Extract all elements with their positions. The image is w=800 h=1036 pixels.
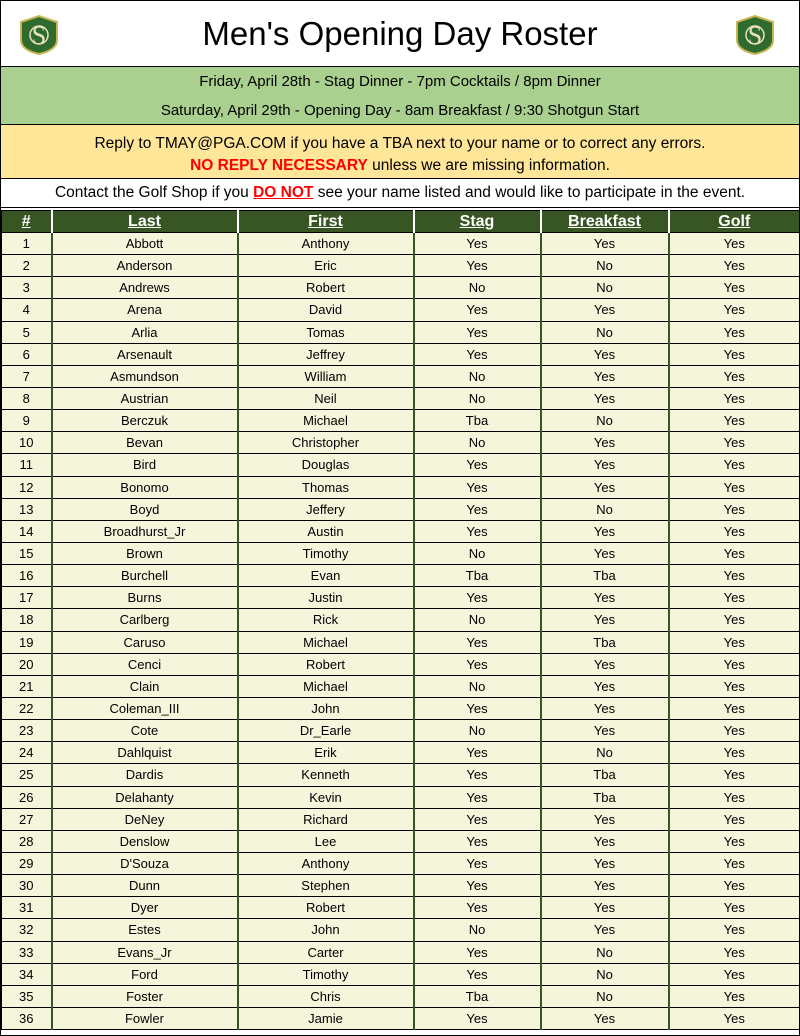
cell-breakfast: No	[541, 255, 669, 277]
cell-stag: No	[414, 609, 541, 631]
title-bar	[1, 1, 799, 67]
cell-last-name: Burns	[52, 587, 238, 609]
cell-last-name: Arlia	[52, 321, 238, 343]
cell-breakfast: Yes	[541, 233, 669, 255]
cell-first-name: Stephen	[238, 875, 414, 897]
table-row	[2, 764, 800, 786]
cell-stag: Yes	[414, 255, 541, 277]
cell-stag: Yes	[414, 786, 541, 808]
table-row	[2, 520, 800, 542]
cell-golf: Yes	[669, 387, 800, 409]
table-row	[2, 963, 800, 985]
col-header-last: Last	[52, 211, 238, 233]
cell-golf: Yes	[669, 830, 800, 852]
cell-number: 18	[2, 609, 52, 631]
cell-number: 30	[2, 875, 52, 897]
table-row	[2, 432, 800, 454]
cell-golf: Yes	[669, 277, 800, 299]
cell-stag: No	[414, 542, 541, 564]
cell-golf: Yes	[669, 919, 800, 941]
cell-stag: Yes	[414, 830, 541, 852]
table-row	[2, 299, 800, 321]
cell-breakfast: Yes	[541, 830, 669, 852]
cell-golf: Yes	[669, 343, 800, 365]
cell-breakfast: Yes	[541, 675, 669, 697]
cell-stag: No	[414, 432, 541, 454]
cell-last-name: Dunn	[52, 875, 238, 897]
cell-stag: No	[414, 277, 541, 299]
cell-stag: No	[414, 387, 541, 409]
roster-table	[1, 210, 800, 1030]
cell-breakfast: Yes	[541, 542, 669, 564]
cell-breakfast: No	[541, 277, 669, 299]
cell-last-name: Burchell	[52, 565, 238, 587]
cell-first-name: Erik	[238, 742, 414, 764]
contact-after: see your name listed and would like to participate in the event.	[313, 184, 746, 201]
cell-breakfast: No	[541, 963, 669, 985]
cell-breakfast: Yes	[541, 520, 669, 542]
cell-number: 36	[2, 1007, 52, 1029]
cell-number: 27	[2, 808, 52, 830]
no-reply-rest: unless we are missing information.	[367, 157, 610, 174]
cell-first-name: Michael	[238, 675, 414, 697]
cell-stag: No	[414, 919, 541, 941]
cell-first-name: David	[238, 299, 414, 321]
cell-last-name: Bonomo	[52, 476, 238, 498]
cell-breakfast: Tba	[541, 565, 669, 587]
table-row	[2, 941, 800, 963]
table-row	[2, 343, 800, 365]
cell-last-name: Anderson	[52, 255, 238, 277]
cell-stag: Yes	[414, 941, 541, 963]
cell-breakfast: Yes	[541, 919, 669, 941]
cell-number: 32	[2, 919, 52, 941]
cell-last-name: Cenci	[52, 653, 238, 675]
cell-stag: Yes	[414, 963, 541, 985]
cell-golf: Yes	[669, 1007, 800, 1029]
cell-last-name: Dahlquist	[52, 742, 238, 764]
cell-last-name: Andrews	[52, 277, 238, 299]
cell-last-name: Brown	[52, 542, 238, 564]
saturday-event-line: Saturday, April 29th - Opening Day - 8am Breakfast / 9:30 Shotgun Start	[160, 102, 640, 119]
cell-golf: Yes	[669, 587, 800, 609]
cell-golf: Yes	[669, 786, 800, 808]
cell-stag: Yes	[414, 875, 541, 897]
no-reply-emphasis: NO REPLY NECESSARY	[190, 157, 368, 174]
col-header-number: #	[2, 211, 52, 233]
contact-before: Contact the Golf Shop if you	[54, 184, 254, 201]
cell-number: 35	[2, 985, 52, 1007]
table-row	[2, 233, 800, 255]
cell-first-name: Michael	[238, 631, 414, 653]
cell-stag: Yes	[414, 742, 541, 764]
cell-first-name: Anthony	[238, 233, 414, 255]
cell-first-name: Dr_Earle	[238, 720, 414, 742]
cell-golf: Yes	[669, 720, 800, 742]
cell-breakfast: Yes	[541, 454, 669, 476]
table-row	[2, 631, 800, 653]
cell-last-name: Dyer	[52, 897, 238, 919]
cell-number: 13	[2, 498, 52, 520]
cell-last-name: Fowler	[52, 1007, 238, 1029]
reply-notice	[1, 125, 799, 179]
cell-first-name: Robert	[238, 897, 414, 919]
cell-number: 11	[2, 454, 52, 476]
cell-first-name: Rick	[238, 609, 414, 631]
cell-first-name: Robert	[238, 277, 414, 299]
cell-number: 5	[2, 321, 52, 343]
col-header-breakfast: Breakfast	[541, 211, 669, 233]
cell-golf: Yes	[669, 365, 800, 387]
table-row	[2, 919, 800, 941]
cell-golf: Yes	[669, 852, 800, 874]
cell-stag: Yes	[414, 808, 541, 830]
cell-breakfast: No	[541, 941, 669, 963]
do-not-emphasis: DO NOT	[253, 184, 314, 201]
cell-golf: Yes	[669, 542, 800, 564]
table-row	[2, 653, 800, 675]
reply-instructions: Reply to TMAY@PGA.COM if you have a TBA next to your name or to correct any errors.	[94, 135, 706, 152]
table-row	[2, 476, 800, 498]
cell-number: 22	[2, 697, 52, 719]
cell-breakfast: Yes	[541, 720, 669, 742]
table-row	[2, 387, 800, 409]
cell-stag: Yes	[414, 321, 541, 343]
no-reply-line	[1, 155, 799, 177]
cell-number: 19	[2, 631, 52, 653]
cell-number: 28	[2, 830, 52, 852]
cell-first-name: William	[238, 365, 414, 387]
cell-golf: Yes	[669, 985, 800, 1007]
cell-golf: Yes	[669, 941, 800, 963]
cell-breakfast: Yes	[541, 476, 669, 498]
cell-first-name: Evan	[238, 565, 414, 587]
cell-golf: Yes	[669, 653, 800, 675]
cell-first-name: Chris	[238, 985, 414, 1007]
cell-first-name: Eric	[238, 255, 414, 277]
cell-number: 4	[2, 299, 52, 321]
event-schedule	[1, 67, 799, 125]
cell-breakfast: No	[541, 410, 669, 432]
cell-first-name: Thomas	[238, 476, 414, 498]
cell-number: 6	[2, 343, 52, 365]
cell-number: 33	[2, 941, 52, 963]
cell-first-name: Justin	[238, 587, 414, 609]
cell-number: 29	[2, 852, 52, 874]
table-row	[2, 321, 800, 343]
cell-last-name: Boyd	[52, 498, 238, 520]
cell-last-name: Delahanty	[52, 786, 238, 808]
cell-golf: Yes	[669, 476, 800, 498]
cell-number: 12	[2, 476, 52, 498]
club-monogram-logo-icon	[17, 14, 61, 56]
cell-number: 17	[2, 587, 52, 609]
cell-stag: Yes	[414, 653, 541, 675]
cell-first-name: Robert	[238, 653, 414, 675]
cell-number: 3	[2, 277, 52, 299]
cell-stag: Yes	[414, 233, 541, 255]
cell-first-name: Anthony	[238, 852, 414, 874]
table-row	[2, 875, 800, 897]
cell-last-name: Clain	[52, 675, 238, 697]
cell-stag: Tba	[414, 565, 541, 587]
cell-breakfast: Yes	[541, 609, 669, 631]
cell-breakfast: Yes	[541, 432, 669, 454]
cell-breakfast: Yes	[541, 1007, 669, 1029]
cell-last-name: Caruso	[52, 631, 238, 653]
cell-first-name: Christopher	[238, 432, 414, 454]
cell-stag: Yes	[414, 897, 541, 919]
cell-number: 7	[2, 365, 52, 387]
cell-stag: Yes	[414, 852, 541, 874]
cell-stag: Yes	[414, 520, 541, 542]
cell-breakfast: Tba	[541, 786, 669, 808]
cell-last-name: Bevan	[52, 432, 238, 454]
cell-golf: Yes	[669, 520, 800, 542]
table-row	[2, 742, 800, 764]
cell-stag: No	[414, 675, 541, 697]
table-row	[2, 786, 800, 808]
table-row	[2, 410, 800, 432]
cell-first-name: Timothy	[238, 542, 414, 564]
cell-last-name: Arsenault	[52, 343, 238, 365]
cell-number: 24	[2, 742, 52, 764]
cell-last-name: Coleman_III	[52, 697, 238, 719]
cell-stag: Yes	[414, 631, 541, 653]
cell-number: 26	[2, 786, 52, 808]
cell-breakfast: Tba	[541, 631, 669, 653]
table-row	[2, 720, 800, 742]
cell-breakfast: No	[541, 498, 669, 520]
cell-last-name: Abbott	[52, 233, 238, 255]
cell-last-name: Arena	[52, 299, 238, 321]
cell-golf: Yes	[669, 697, 800, 719]
cell-first-name: Tomas	[238, 321, 414, 343]
cell-stag: Yes	[414, 1007, 541, 1029]
cell-golf: Yes	[669, 233, 800, 255]
cell-stag: Yes	[414, 498, 541, 520]
table-header-row	[2, 211, 800, 233]
cell-last-name: Bird	[52, 454, 238, 476]
cell-stag: Yes	[414, 587, 541, 609]
cell-golf: Yes	[669, 875, 800, 897]
cell-number: 25	[2, 764, 52, 786]
cell-first-name: Richard	[238, 808, 414, 830]
table-row	[2, 985, 800, 1007]
cell-stag: No	[414, 720, 541, 742]
table-row	[2, 454, 800, 476]
cell-last-name: Estes	[52, 919, 238, 941]
cell-number: 1	[2, 233, 52, 255]
cell-breakfast: No	[541, 742, 669, 764]
cell-golf: Yes	[669, 410, 800, 432]
cell-breakfast: Yes	[541, 875, 669, 897]
cell-first-name: Kevin	[238, 786, 414, 808]
cell-first-name: Timothy	[238, 963, 414, 985]
cell-number: 31	[2, 897, 52, 919]
cell-last-name: D'Souza	[52, 852, 238, 874]
cell-breakfast: No	[541, 985, 669, 1007]
cell-golf: Yes	[669, 897, 800, 919]
cell-breakfast: Yes	[541, 587, 669, 609]
cell-number: 10	[2, 432, 52, 454]
cell-breakfast: Yes	[541, 852, 669, 874]
cell-golf: Yes	[669, 742, 800, 764]
cell-last-name: Dardis	[52, 764, 238, 786]
cell-last-name: Austrian	[52, 387, 238, 409]
cell-stag: Yes	[414, 476, 541, 498]
cell-golf: Yes	[669, 299, 800, 321]
cell-stag: Yes	[414, 299, 541, 321]
table-row	[2, 277, 800, 299]
cell-last-name: Evans_Jr	[52, 941, 238, 963]
table-row	[2, 697, 800, 719]
cell-first-name: John	[238, 919, 414, 941]
cell-stag: Yes	[414, 764, 541, 786]
cell-breakfast: Yes	[541, 387, 669, 409]
table-row	[2, 1007, 800, 1029]
table-row	[2, 565, 800, 587]
cell-stag: Yes	[414, 454, 541, 476]
cell-golf: Yes	[669, 675, 800, 697]
cell-first-name: John	[238, 697, 414, 719]
cell-golf: Yes	[669, 432, 800, 454]
cell-golf: Yes	[669, 764, 800, 786]
cell-first-name: Jamie	[238, 1007, 414, 1029]
cell-first-name: Carter	[238, 941, 414, 963]
table-row	[2, 675, 800, 697]
cell-first-name: Neil	[238, 387, 414, 409]
svg-text:S: S	[31, 21, 47, 50]
cell-golf: Yes	[669, 454, 800, 476]
cell-last-name: Denslow	[52, 830, 238, 852]
cell-last-name: Broadhurst_Jr	[52, 520, 238, 542]
table-row	[2, 852, 800, 874]
cell-golf: Yes	[669, 609, 800, 631]
cell-first-name: Kenneth	[238, 764, 414, 786]
cell-stag: No	[414, 365, 541, 387]
cell-number: 21	[2, 675, 52, 697]
cell-breakfast: Yes	[541, 808, 669, 830]
contact-line	[1, 179, 799, 208]
col-header-first: First	[238, 211, 414, 233]
cell-number: 34	[2, 963, 52, 985]
cell-breakfast: Yes	[541, 343, 669, 365]
cell-number: 9	[2, 410, 52, 432]
cell-last-name: Berczuk	[52, 410, 238, 432]
cell-breakfast: Tba	[541, 764, 669, 786]
table-row	[2, 365, 800, 387]
table-row	[2, 587, 800, 609]
cell-first-name: Austin	[238, 520, 414, 542]
cell-golf: Yes	[669, 808, 800, 830]
club-monogram-logo-icon	[733, 14, 777, 56]
cell-stag: Yes	[414, 343, 541, 365]
cell-stag: Yes	[414, 697, 541, 719]
col-header-stag: Stag	[414, 211, 541, 233]
cell-breakfast: No	[541, 321, 669, 343]
friday-event-line: Friday, April 28th - Stag Dinner - 7pm Cocktails / 8pm Dinner	[199, 73, 601, 90]
cell-number: 2	[2, 255, 52, 277]
cell-last-name: Ford	[52, 963, 238, 985]
cell-golf: Yes	[669, 565, 800, 587]
cell-number: 15	[2, 542, 52, 564]
cell-golf: Yes	[669, 631, 800, 653]
table-row	[2, 897, 800, 919]
cell-golf: Yes	[669, 498, 800, 520]
cell-first-name: Michael	[238, 410, 414, 432]
cell-breakfast: Yes	[541, 897, 669, 919]
cell-number: 23	[2, 720, 52, 742]
page-title: Men's Opening Day Roster	[202, 14, 598, 52]
cell-breakfast: Yes	[541, 299, 669, 321]
cell-golf: Yes	[669, 321, 800, 343]
cell-breakfast: Yes	[541, 365, 669, 387]
cell-breakfast: Yes	[541, 653, 669, 675]
cell-last-name: Foster	[52, 985, 238, 1007]
cell-last-name: Asmundson	[52, 365, 238, 387]
table-row	[2, 609, 800, 631]
table-row	[2, 498, 800, 520]
table-row	[2, 255, 800, 277]
roster-body	[2, 233, 800, 1030]
cell-first-name: Douglas	[238, 454, 414, 476]
col-header-golf: Golf	[669, 211, 800, 233]
cell-golf: Yes	[669, 963, 800, 985]
cell-last-name: DeNey	[52, 808, 238, 830]
table-row	[2, 830, 800, 852]
cell-last-name: Cote	[52, 720, 238, 742]
svg-text:S: S	[747, 21, 763, 50]
cell-number: 20	[2, 653, 52, 675]
table-row	[2, 542, 800, 564]
table-row	[2, 808, 800, 830]
cell-number: 14	[2, 520, 52, 542]
cell-first-name: Jeffrey	[238, 343, 414, 365]
cell-number: 16	[2, 565, 52, 587]
cell-last-name: Carlberg	[52, 609, 238, 631]
cell-first-name: Lee	[238, 830, 414, 852]
cell-first-name: Jeffery	[238, 498, 414, 520]
cell-stag: Tba	[414, 985, 541, 1007]
cell-golf: Yes	[669, 255, 800, 277]
cell-number: 8	[2, 387, 52, 409]
cell-breakfast: Yes	[541, 697, 669, 719]
cell-stag: Tba	[414, 410, 541, 432]
